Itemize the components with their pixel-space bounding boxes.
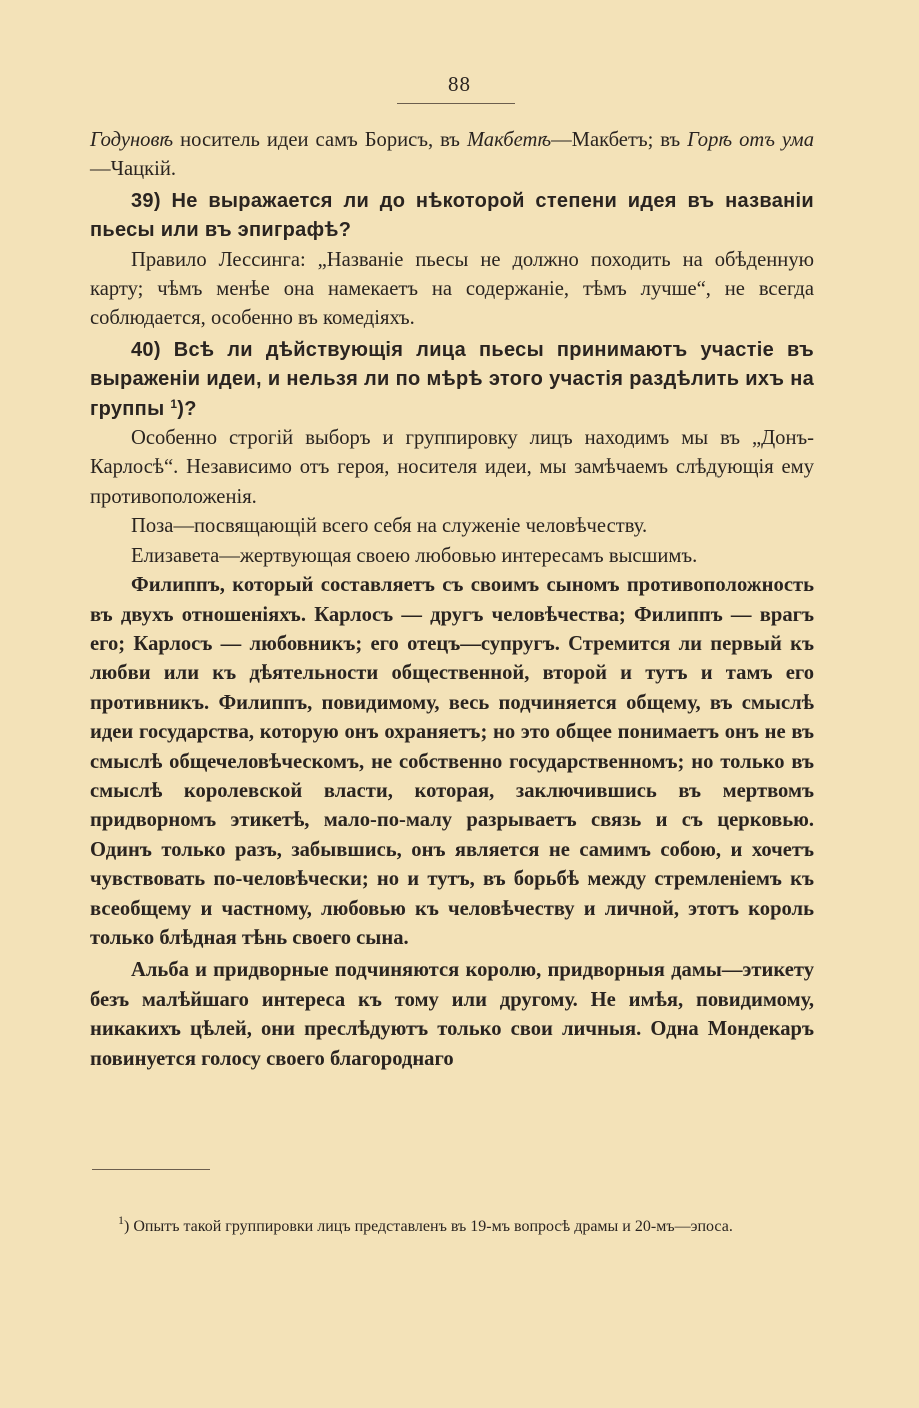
footnote-marker: 1 bbox=[170, 396, 178, 411]
question-40: 40) Всѣ ли дѣйствующія лица пьесы принимаютъ участіе въ выраженіи идеи, и нельзя ли по мѣрѣ этого участія раздѣлить ихъ на группы $^1$)? bbox=[90, 338, 814, 420]
footnote-rule bbox=[92, 1169, 210, 1170]
paragraph-don-carlos: Особенно строгій выборъ и группировку лицъ находимъ мы въ „Донъ-Карлосѣ“. Независимо отъ героя, носителя идеи, мы замѣчаемъ слѣдующія ему противоположенія. bbox=[90, 427, 814, 508]
italic-title-godunov: Годуновѣ bbox=[90, 129, 174, 151]
header-rule bbox=[397, 103, 515, 104]
italic-title-macbeth: Макбетѣ bbox=[466, 129, 552, 151]
paragraph-elizaveta: Елизавета—жертвующая своею любовью интересамъ высшимъ. bbox=[131, 544, 698, 567]
paragraph-posa: Поза—посвящающій всего себя на служеніе человѣчеству. bbox=[131, 515, 648, 538]
paragraph-continuation: Годуновѣ носитель идеи самъ Борисъ, въ Макбетѣ—Макбетъ; въ Горѣ отъ ума—Чацкій. bbox=[90, 129, 814, 181]
body-text bbox=[90, 126, 814, 1074]
italic-title-gore: Горѣ отъ ума bbox=[687, 129, 814, 151]
footnote: $^1$) Опытъ такой группировки лицъ представленъ въ 19-мъ вопросѣ драмы и 20-мъ—эпоса. bbox=[118, 1213, 733, 1235]
paragraph-philipp: Филиппъ, который составляетъ съ своимъ сыномъ противоположность въ двухъ отношеніяхъ. Карлосъ — другъ человѣчества; Филиппъ — врагъ его; Карлосъ — любовникъ; его отецъ—супругъ. Стремится ли первый къ любви или къ дѣятельности общественной, второй и тутъ и тамъ его противникъ. Филиппъ, повидимому, весь подчиняется общему, въ смыслѣ идеи государства, которую онъ охраняетъ; но это общее понимаетъ онъ не въ смыслѣ общечеловѣческомъ, не собственно государственномъ; но только въ смыслѣ королевской власти, которая, заключившись въ мертвомъ придворномъ этикетѣ, мало-по-малу разрываетъ связь и съ церковью. Одинъ только разъ, забывшись, онъ является не самимъ собою, и хочетъ чувствовать по-человѣчески; но и тутъ, въ борьбѣ между стремленіемъ къ всеобщему и частному, любовью къ человѣчеству и личной, этотъ король только блѣдная тѣнь своего сына. bbox=[90, 574, 814, 949]
footnote-number: 1 bbox=[118, 1213, 124, 1227]
paragraph-alba: Альба и придворные подчиняются королю, придворныя дамы—этикету безъ малѣйшаго интереса къ тому или другому. Не имѣя, повидимому, никакихъ цѣлей, они преслѣдуютъ только свои личныя. Одна Мондекаръ повинуется голосу своего благороднаго bbox=[90, 959, 814, 1070]
paragraph-lessing: Правило Лессинга: „Названіе пьесы не должно походить на обѣденную карту; чѣмъ менѣе она намекаетъ на содержаніе, тѣмъ лучше“, не всегда соблюдается, особенно въ комедіяхъ. bbox=[90, 248, 814, 330]
page-number: 88 bbox=[448, 72, 471, 96]
question-39: 39) Не выражается ли до нѣкоторой степени идея въ названіи пьесы или въ эпиграфѣ? bbox=[90, 189, 814, 242]
